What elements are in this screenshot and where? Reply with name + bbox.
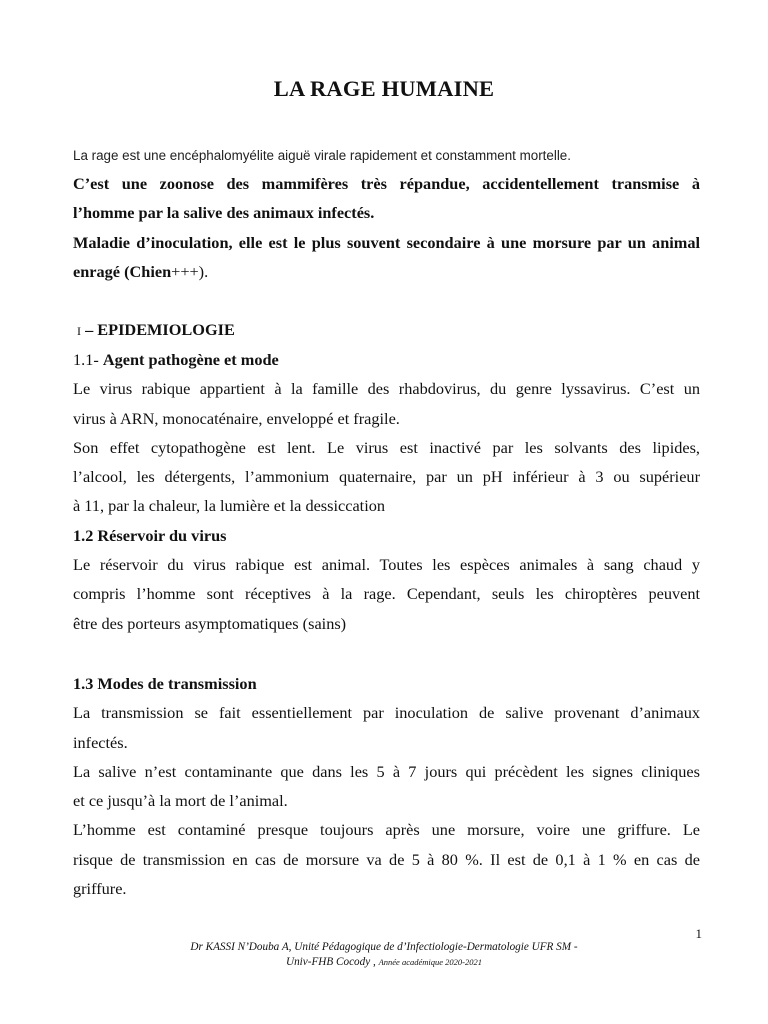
s11-p2-line3: à 11, par la chaleur, la lumière et la dessiccation bbox=[73, 496, 386, 516]
s12-line2: compris l’homme sont réceptives à la rage. Cependant, seuls les chiroptères peuvent bbox=[73, 584, 700, 604]
subsection-1-1-number: 1.1- bbox=[73, 350, 103, 369]
s11-p2-line1: Son effet cytopathogène est lent. Le virus est inactivé par les solvants des lipides, bbox=[73, 437, 700, 457]
footer-line2 bbox=[0, 955, 768, 970]
s13-p1-line2: infectés. bbox=[73, 732, 128, 752]
s12-line1: Le réservoir du virus rabique est animal. Toutes les espèces animales à sang chaud y bbox=[73, 555, 700, 575]
subsection-1-1-heading bbox=[73, 345, 700, 374]
intro-p2-line2: l’homme par la salive des animaux infectés. bbox=[73, 203, 375, 223]
page-title: LA RAGE HUMAINE bbox=[273, 76, 495, 101]
s13-p2-line1: La salive n’est contaminante que dans les 5 à 7 jours qui précèdent les signes cliniques bbox=[73, 761, 700, 781]
s12-line3: être des porteurs asymptomatiques (sains) bbox=[73, 613, 347, 633]
footer-academic-year: Année académique 2020-2021 bbox=[378, 957, 482, 967]
intro-p3-line2 bbox=[73, 257, 700, 286]
s13-p2-line2: et ce jusqu’à la mort de l’animal. bbox=[73, 791, 288, 811]
section-number: I bbox=[77, 324, 81, 338]
subsection-1-2-heading: 1.2 Réservoir du virus bbox=[73, 525, 227, 545]
page-footer bbox=[0, 940, 768, 970]
subsection-1-3-heading: 1.3 Modes de transmission bbox=[73, 674, 257, 693]
section-epidemiologie-heading bbox=[77, 315, 704, 346]
s11-p1-line2: virus à ARN, monocaténaire, enveloppé et fragile. bbox=[73, 408, 400, 428]
intro-p3-chien: Chien bbox=[129, 261, 172, 281]
s13-p3-line3: griffure. bbox=[73, 879, 127, 899]
section-title: – EPIDEMIOLOGIE bbox=[85, 320, 235, 339]
intro-p3-text-c: +++). bbox=[171, 261, 209, 281]
s13-p3-line2: risque de transmission en cas de morsure va de 5 à 80 %. Il est de 0,1 à 1 % en cas de bbox=[73, 849, 700, 869]
intro-paragraphs bbox=[73, 169, 700, 286]
s11-p1-line1: Le virus rabique appartient à la famille des rhabdovirus, du genre lyssavirus. C’est un bbox=[73, 379, 700, 399]
subsection-1-1 bbox=[73, 345, 700, 638]
subsection-1-3 bbox=[73, 669, 700, 903]
intro-sentence: La rage est une encéphalomyélite aiguë virale rapidement et constamment mortelle. bbox=[73, 148, 571, 163]
intro-p3-text-a: enragé ( bbox=[73, 261, 130, 281]
footer-university: Univ-FHB Cocody , bbox=[286, 956, 379, 968]
page-number: 1 bbox=[695, 926, 702, 941]
s13-p3-line1: L’homme est contaminé presque toujours après une morsure, voire une griffure. Le bbox=[73, 820, 700, 840]
subsection-1-1-title: Agent pathogène et mode bbox=[102, 350, 279, 369]
s13-p1-line1: La transmission se fait essentiellement par inoculation de salive provenant d’animaux bbox=[73, 703, 700, 723]
intro-p3-line1: Maladie d’inoculation, elle est le plus souvent secondaire à une morsure par un animal bbox=[73, 232, 700, 252]
intro-p2-line1: C’est une zoonose des mammifères très répandue, accidentellement transmise à bbox=[73, 174, 700, 193]
footer-line1: Dr KASSI N’Douba A, Unité Pédagogique de d’Infectiologie-Dermatologie UFR SM - bbox=[190, 941, 578, 953]
s11-p2-line2: l’alcool, les détergents, l’ammonium quaternaire, par un pH inférieur à 3 ou supérieur bbox=[73, 467, 700, 487]
